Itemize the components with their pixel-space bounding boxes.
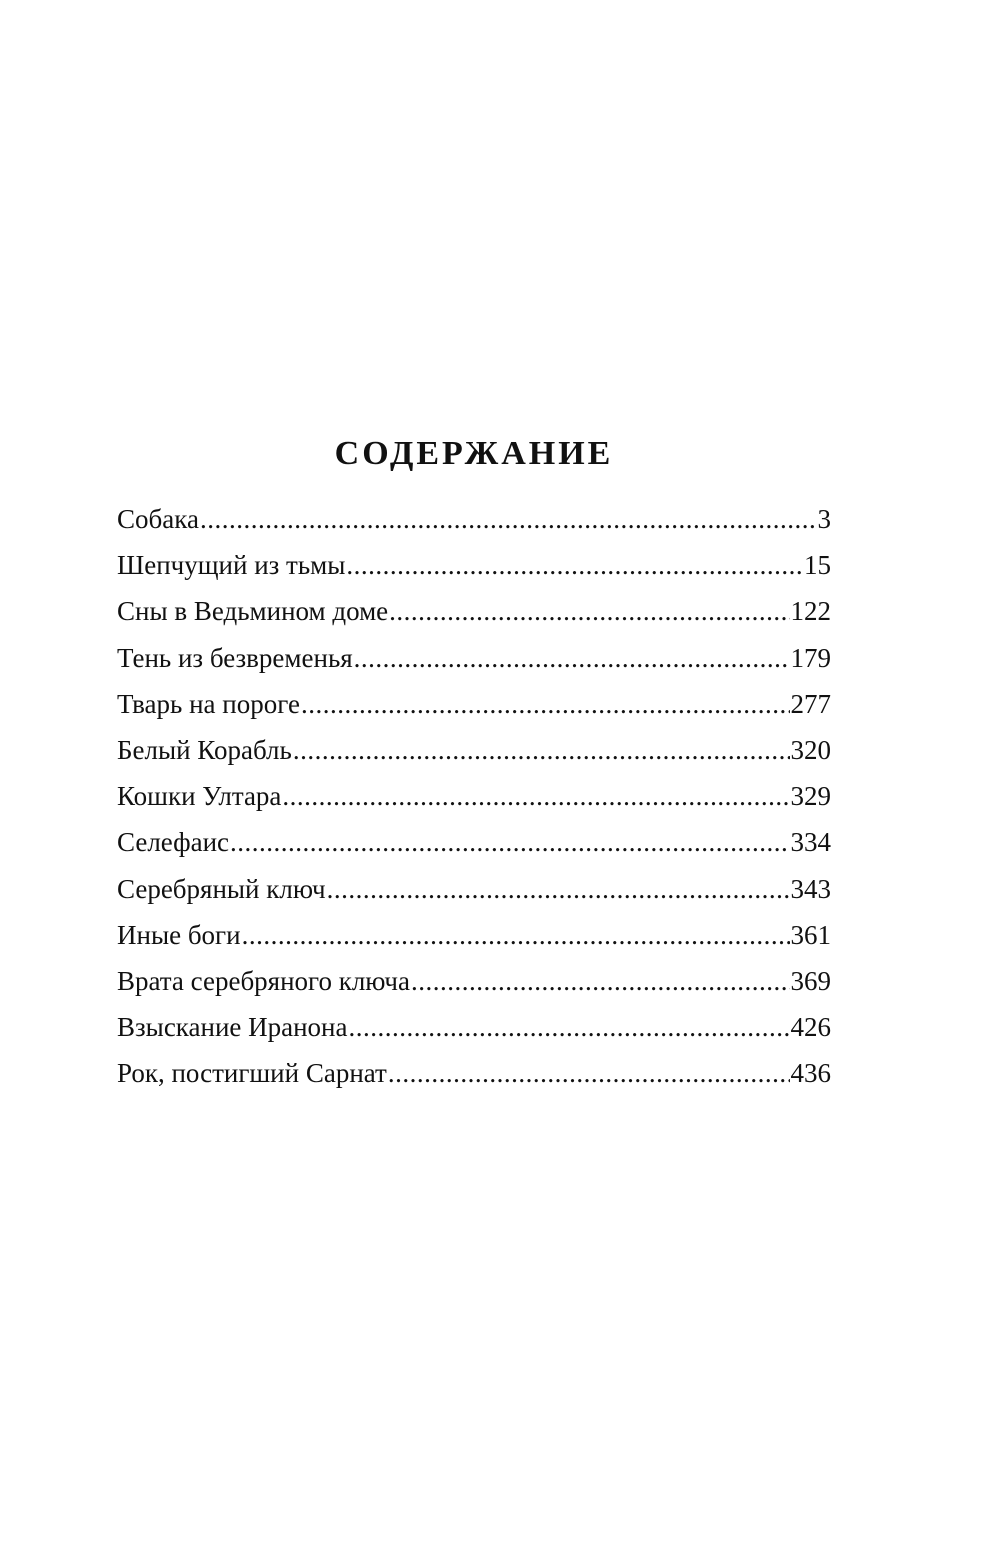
toc-entry-title: Тварь на пороге bbox=[117, 688, 300, 719]
toc-entry-title: Серебряный ключ bbox=[117, 873, 326, 904]
toc-entry-title: Иные боги bbox=[117, 919, 241, 950]
toc-page-number: 369 bbox=[790, 965, 831, 996]
toc-entry-title: Взыскание Иранона bbox=[117, 1012, 348, 1043]
toc-page-number: 329 bbox=[790, 781, 831, 812]
dot-leader bbox=[327, 866, 790, 912]
toc-entry bbox=[117, 1004, 831, 1050]
toc-entry bbox=[117, 635, 831, 681]
dot-leader bbox=[354, 635, 790, 681]
toc-entry bbox=[117, 819, 831, 865]
toc-entry bbox=[117, 588, 831, 634]
dot-leader bbox=[200, 496, 817, 542]
toc-entry-title: Селефаис bbox=[117, 827, 230, 858]
toc-entry bbox=[117, 958, 831, 1004]
toc-entry-title: Врата серебряного ключа bbox=[117, 965, 410, 996]
toc-page-number: 320 bbox=[790, 734, 831, 765]
toc-entry-title: Белый Корабль bbox=[117, 734, 292, 765]
dot-leader bbox=[349, 1004, 790, 1050]
toc-page-number: 3 bbox=[817, 504, 831, 534]
toc-page-number: 436 bbox=[790, 1058, 831, 1089]
toc-entry bbox=[117, 866, 831, 912]
toc-entry-title: Рок, постигший Сарнат bbox=[117, 1058, 387, 1089]
table-of-contents bbox=[117, 496, 831, 1096]
toc-page-number: 426 bbox=[790, 1012, 831, 1043]
toc-page-number: 277 bbox=[790, 688, 831, 719]
toc-entry-title: Кошки Ултара bbox=[117, 781, 282, 812]
toc-page-number: 179 bbox=[790, 642, 831, 673]
toc-entry-title: Тень из безвременья bbox=[117, 642, 353, 673]
dot-leader bbox=[411, 958, 790, 1004]
toc-entry bbox=[117, 1050, 831, 1096]
dot-leader bbox=[242, 912, 790, 958]
dot-leader bbox=[293, 727, 790, 773]
toc-entry bbox=[117, 542, 831, 588]
dot-leader bbox=[389, 588, 789, 634]
toc-page-number: 122 bbox=[790, 596, 831, 627]
dot-leader bbox=[282, 773, 789, 819]
dot-leader bbox=[301, 681, 790, 727]
toc-entry-title: Собака bbox=[117, 504, 199, 534]
toc-page-number: 15 bbox=[804, 550, 831, 581]
dot-leader bbox=[388, 1050, 790, 1096]
toc-page-number: 334 bbox=[790, 827, 831, 858]
toc-entry bbox=[117, 496, 831, 542]
toc-page-number: 361 bbox=[790, 919, 831, 950]
toc-entry-title: Сны в Ведьмином доме bbox=[117, 596, 389, 627]
toc-entry-title: Шепчущий из тьмы bbox=[117, 550, 346, 581]
toc-entry bbox=[117, 912, 831, 958]
toc-page-number: 343 bbox=[790, 873, 831, 904]
toc-entry bbox=[117, 681, 831, 727]
toc-entry bbox=[117, 773, 831, 819]
toc-entry bbox=[117, 727, 831, 773]
dot-leader bbox=[230, 819, 789, 865]
toc-heading: СОДЕРЖАНИЕ bbox=[334, 435, 614, 472]
dot-leader bbox=[346, 542, 803, 588]
